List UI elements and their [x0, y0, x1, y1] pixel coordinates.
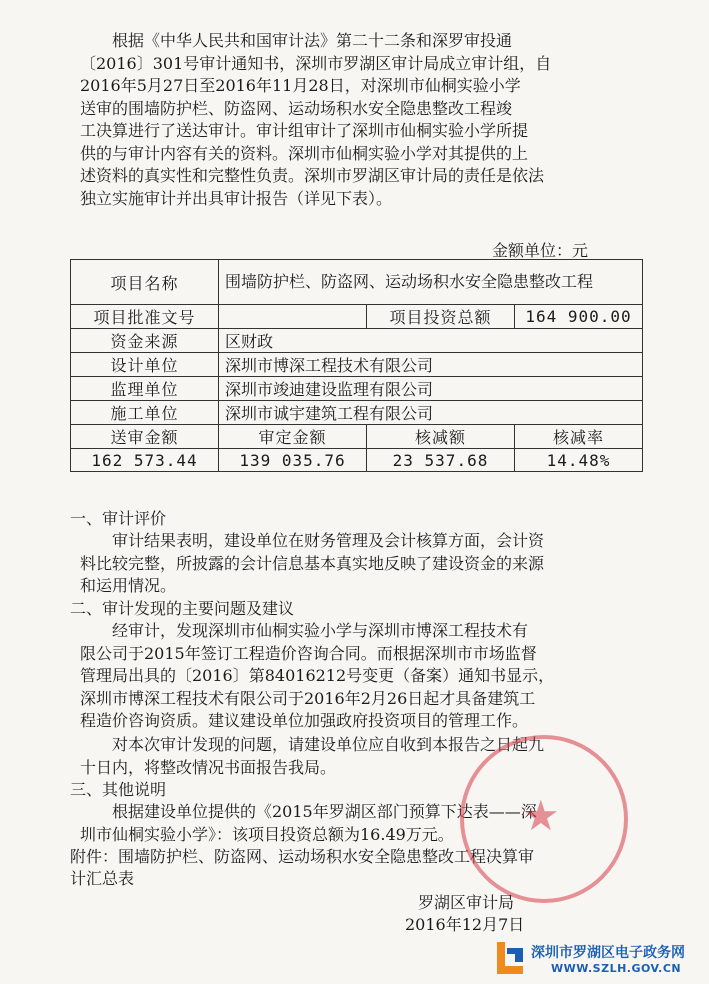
section2-line: 对本次审计发现的问题，请建设单位应自收到本报告之日起九 — [112, 735, 545, 754]
section3-line: 根据建设单位提供的《2015年罗湖区部门预算下达表——深 — [112, 802, 537, 821]
approval-no-label: 项目批准文号 — [71, 305, 219, 329]
supervision-value: 深圳市竣迪建设监理有限公司 — [219, 377, 643, 401]
intro-line: 供的与审计内容有关的资料。深圳市仙桐实验小学对其提供的上 — [80, 143, 529, 163]
section2-line: 限公司于2015年签订工程造价咨询合同。而根据深圳市市场监督 — [80, 643, 537, 663]
watermark-url: WWW.SZLH.GOV.CN — [551, 962, 682, 975]
signature-date: 2016年12月7日 — [405, 915, 525, 934]
project-name-label: 项目名称 — [71, 260, 219, 305]
signature-org: 罗湖区审计局 — [418, 893, 515, 912]
section2-line: 管理局出具的〔2016〕第84016212号变更（备案）通知书显示， — [80, 666, 555, 685]
table-row — [71, 425, 643, 449]
section1-paragraph — [80, 530, 640, 598]
fund-source-label: 资金来源 — [71, 329, 219, 353]
watermark-name: 深圳市罗湖区电子政务网 — [531, 945, 685, 961]
approval-no-value — [219, 305, 367, 329]
submitted-amount-value: 162 573.44 — [71, 449, 219, 472]
investment-label: 项目投资总额 — [367, 305, 515, 329]
table-row — [71, 401, 643, 425]
section3-line: 圳市仙桐实验小学》：该项目投资总额为16.49万元。 — [80, 824, 454, 844]
table-row — [71, 353, 643, 377]
section-title: 三、其他说明 — [70, 780, 167, 799]
table-row — [71, 449, 643, 472]
intro-line: 述资料的真实性和完整性负责。深圳市罗湖区审计局的责任是依法 — [80, 166, 545, 185]
table-row — [71, 305, 643, 329]
official-stamp — [460, 735, 628, 903]
szlh-logo-icon — [493, 940, 527, 976]
attachment-line: 附件：围墙防护栏、防盗网、运动场积水安全隐患整改工程决算审 — [70, 847, 535, 866]
attachment-line: 计汇总表 — [70, 869, 135, 888]
reduction-rate-header: 核减率 — [515, 425, 643, 449]
section1-line: 和运用情况。 — [80, 576, 177, 595]
supervision-label: 监理单位 — [71, 377, 219, 401]
investment-value: 164 900.00 — [515, 305, 643, 329]
construction-value: 深圳市诚宇建筑工程有限公司 — [219, 401, 643, 425]
reduction-header: 核减额 — [367, 425, 515, 449]
intro-line: 送审的围墙防护栏、防盗网、运动场积水安全隐患整改工程竣 — [80, 98, 513, 118]
approved-amount-value: 139 035.76 — [219, 449, 367, 472]
table-row — [71, 260, 643, 305]
section1-line: 审计结果表明，建设单位在财务管理及会计核算方面，会计资 — [112, 531, 545, 550]
section-title: 二、审计发现的主要问题及建议 — [70, 599, 295, 618]
reduction-value: 23 537.68 — [367, 449, 515, 472]
reduction-rate-value: 14.48% — [515, 449, 643, 472]
intro-paragraph — [80, 30, 640, 210]
intro-line: 〔2016〕301号审计通知书，深圳市罗湖区审计局成立审计组，自 — [80, 53, 552, 73]
section-title: 一、审计评价 — [70, 509, 167, 528]
approved-amount-header: 审定金额 — [219, 425, 367, 449]
construction-label: 施工单位 — [71, 401, 219, 425]
section2-line: 深圳市博深工程技术有限公司于2016年2月26日起才具备建筑工 — [80, 688, 536, 708]
star-icon: ★ — [522, 791, 560, 840]
intro-line: 独立实施审计并出具审计报告（详见下表）。 — [80, 188, 393, 208]
section2-line: 经审计，发现深圳市仙桐实验小学与深圳市博深工程技术有 — [112, 621, 529, 640]
table-row — [71, 329, 643, 353]
audit-info-table — [70, 259, 643, 472]
amount-unit: 金额单位：元 — [492, 241, 589, 260]
fund-source-value: 区财政 — [219, 329, 643, 353]
intro-line: 工决算进行了送达审计。审计组审计了深圳市仙桐实验小学所提 — [80, 121, 529, 140]
section2-line: 十日内，将整改情况书面报告我局。 — [80, 757, 337, 777]
intro-line: 2016年5月27日至2016年11月28日，对深圳市仙桐实验小学 — [80, 76, 521, 95]
design-label: 设计单位 — [71, 353, 219, 377]
section1-line: 料比较完整，所披露的会计信息基本真实地反映了建设资金的来源 — [80, 553, 545, 573]
section2-paragraph — [80, 620, 640, 733]
intro-line: 根据《中华人民共和国审计法》第二十二条和深罗审投通 — [112, 31, 513, 50]
submitted-amount-header: 送审金额 — [71, 425, 219, 449]
design-value: 深圳市博深工程技术有限公司 — [219, 353, 643, 377]
project-name-value: 围墙防护栏、防盗网、运动场积水安全隐患整改工程 — [219, 260, 643, 305]
section2-line: 程造价咨询资质。建议建设单位加强政府投资项目的管理工作。 — [80, 711, 529, 730]
table-row — [71, 377, 643, 401]
site-watermark — [493, 938, 703, 980]
